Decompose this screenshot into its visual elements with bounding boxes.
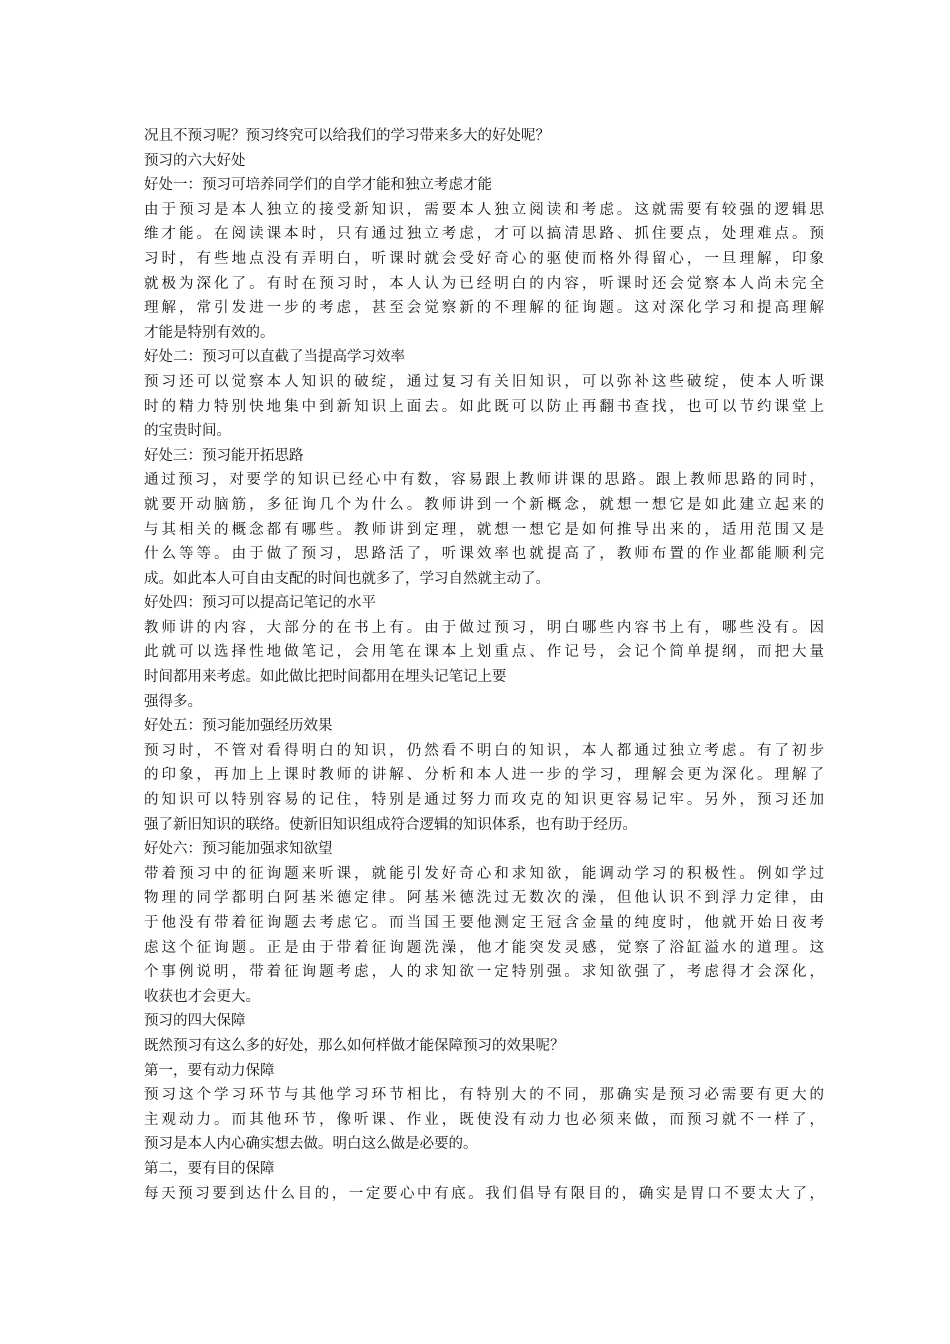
text-line: 虑这个征询题。正是由于带着征询题洗澡，他才能突发灵感，觉察了浴缸溢水的道理。这	[144, 939, 824, 956]
text-line: 的宝贵时间。	[144, 423, 231, 440]
section-heading: 预习的四大保障	[144, 1013, 246, 1030]
text-line: 预习这个学习环节与其他学习环节相比，有特别大的不同，那确实是预习必需要有更大的	[144, 1087, 824, 1104]
text-line: 此就可以选择性地做笔记，会用笔在课本上划重点、作记号，会记个简单提纲，而把大量	[144, 644, 824, 661]
subheading: 好处六：预习能加强求知欲望	[144, 841, 333, 858]
text-line: 个事例说明，带着征询题考虑，人的求知欲一定特别强。求知欲强了，考虑得才会深化，	[144, 964, 824, 981]
text-line: 维才能。在阅读课本时，只有通过独立考虑，才可以搞清思路、抓住要点，处理难点。预	[144, 226, 824, 243]
text-line: 预习时，不管对看得明白的知识，仍然看不明白的知识，本人都通过独立考虑。有了初步	[144, 742, 824, 759]
text-line: 况且不预习呢？预习终究可以给我们的学习带来多大的好处呢？	[144, 128, 550, 144]
text-line: 强了新旧知识的联络。使新旧知识组成符合逻辑的知识体系，也有助于经历。	[144, 816, 637, 833]
subheading: 第一，要有动力保障	[144, 1062, 275, 1079]
text-line: 的知识可以特别容易的记住，特别是通过努力而攻克的知识更容易记牢。另外，预习还加	[144, 792, 824, 809]
text-line: 理解，常引发进一步的考虑，甚至会觉察新的不理解的征询题。这对深化学习和提高理解	[144, 300, 824, 317]
text-line: 才能是特别有效的。	[144, 324, 275, 341]
text-line: 主观动力。而其他环节，像听课、作业，既使没有动力也必须来做，而预习就不一样了，	[144, 1111, 824, 1128]
text-line: 通过预习，对要学的知识已经心中有数，容易跟上教师讲课的思路。跟上教师思路的同时，	[144, 472, 824, 489]
text-line: 的印象，再加上上课时教师的讲解、分析和本人进一步的学习，理解会更为深化。理解了	[144, 767, 824, 784]
text-line: 就要开动脑筋，多征询几个为什么。教师讲到一个新概念，就想一想它是如此建立起来的	[144, 496, 824, 513]
text-line: 带着预习中的征询题来听课，就能引发好奇心和求知欲，能调动学习的积极性。例如学过	[144, 865, 824, 882]
text-line: 收获也才会更大。	[144, 988, 260, 1005]
text-line: 与其相关的概念都有哪些。教师讲到定理，就想一想它是如何推导出来的，适用范围又是	[144, 521, 824, 538]
text-line: 物理的同学都明白阿基米德定律。阿基米德洗过无数次的澡，但他认识不到浮力定律，由	[144, 890, 824, 907]
text-line: 每天预习要到达什么目的，一定要心中有底。我们倡导有限目的，确实是胃口不要太大了，	[144, 1185, 824, 1202]
text-line: 于他没有带着征询题去考虑它。而当国王要他测定王冠含金量的纯度时，他就开始日夜考	[144, 915, 824, 931]
subheading: 好处三：预习能开拓思路	[144, 447, 304, 464]
subheading: 好处一：预习可培养同学们的自学才能和独立考虑才能	[144, 177, 492, 194]
text-line: 时的精力特别快地集中到新知识上面去。如此既可以防止再翻书查找，也可以节约课堂上	[144, 398, 824, 415]
text-line: 成。如此本人可自由支配的时间也就多了，学习自然就主动了。	[144, 570, 550, 587]
text-line: 什么等等。由于做了预习，思路活了，听课效率也就提高了，教师布置的作业都能顺利完	[144, 546, 824, 563]
subheading: 第二，要有目的保障	[144, 1160, 275, 1177]
text-line: 由于预习是本人独立的接受新知识，需要本人独立阅读和考虑。这就需要有较强的逻辑思	[144, 201, 824, 218]
text-line: 习时，有些地点没有弄明白，听课时就会受好奇心的驱使而格外得留心，一旦理解，印象	[144, 250, 824, 267]
text-line: 教师讲的内容，大部分的在书上有。由于做过预习，明白哪些内容书上有，哪些没有。因	[144, 619, 824, 636]
subheading: 好处二：预习可以直截了当提高学习效率	[144, 349, 405, 366]
text-line: 强得多。	[144, 693, 202, 710]
text-line: 既然预习有这么多的好处，那么如何样做才能保障预习的效果呢？	[144, 1037, 565, 1054]
subheading: 好处四：预习可以提高记笔记的水平	[144, 595, 376, 612]
text-line: 时间都用来考虑。如此做比把时间都用在埋头记笔记上要	[144, 669, 507, 686]
document-body	[144, 124, 824, 1206]
text-line: 就极为深化了。有时在预习时，本人认为已经明白的内容，听课时还会觉察本人尚未完全	[144, 275, 824, 292]
text-line: 预习还可以觉察本人知识的破绽，通过复习有关旧知识，可以弥补这些破绽，使本人听课	[144, 373, 824, 390]
section-heading: 预习的六大好处	[144, 152, 246, 169]
subheading: 好处五：预习能加强经历效果	[144, 718, 333, 735]
text-line: 预习是本人内心确实想去做。明白这么做是必要的。	[144, 1136, 478, 1153]
